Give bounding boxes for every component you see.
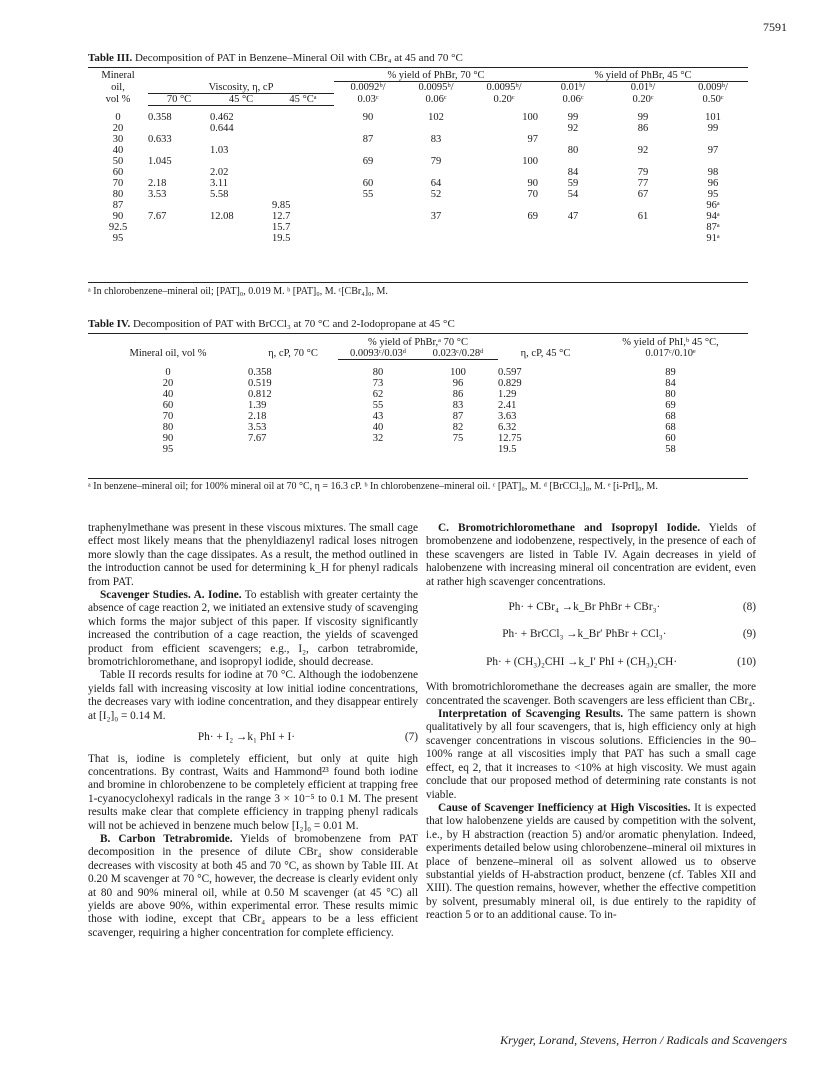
t3-head-c3b: 0.20ᶜ xyxy=(493,93,515,105)
t3-head-c2b: 0.06ᶜ xyxy=(425,93,447,105)
t3-cell xyxy=(678,156,748,167)
t3-cell xyxy=(608,233,678,244)
t4-cell: 40 xyxy=(372,421,384,433)
t4-cell: 6.32 xyxy=(498,421,517,433)
t3-cell xyxy=(210,233,272,244)
t3-cell: 1.03 xyxy=(210,145,229,156)
t3-cell: 2.18 xyxy=(148,178,167,189)
t3-cell: 9.85 xyxy=(272,200,291,211)
right-p1 xyxy=(426,522,756,589)
t4-head-yield45: % yield of PhI,ᵇ 45 °C, xyxy=(622,337,719,348)
t3-cell: 92 xyxy=(567,123,579,134)
t3-cell: 0.462 xyxy=(210,112,234,123)
t4-cell: 83 xyxy=(452,399,464,411)
t3-cell xyxy=(272,123,334,134)
t3-cell xyxy=(608,156,678,167)
t3-cell: 37 xyxy=(430,211,442,222)
table4 xyxy=(88,337,748,455)
left-column xyxy=(88,522,418,940)
t3-cell: 61 xyxy=(637,211,649,222)
left-p3: Table II records results for iodine at 70 °C. Although the iodobenzene yields fall with increasing viscosity at low initial iodine concentrations, the decreases vary with iodine concentration, and they disappear entirely at [I₂]₀ = 0.14 M. xyxy=(88,669,418,722)
table4-label: Table IV. xyxy=(88,318,131,330)
t3-row xyxy=(88,105,748,123)
t4-cell: 0 xyxy=(165,366,171,378)
t3-cell xyxy=(272,156,334,167)
t3-cell: 99 xyxy=(707,123,719,134)
t3-head-oil: oil, xyxy=(111,81,125,93)
t3-cell: 15.7 xyxy=(272,222,291,233)
t4-row xyxy=(88,400,748,411)
equation-8-expr: Ph· + CBr₄ →k_Br PhBr + CBr₃· xyxy=(508,601,661,614)
t4-cell: 0.829 xyxy=(498,377,522,389)
t3-cell: 19.5 xyxy=(272,233,291,244)
t3-cell: 100 xyxy=(522,156,538,167)
t3-head-c6b: 0.50ᶜ xyxy=(702,93,724,105)
t3-cell: 83 xyxy=(430,134,442,145)
equation-7-expr: Ph· + I₂ →k₁ PhI + I· xyxy=(197,731,295,744)
t4-row xyxy=(88,411,748,422)
t3-cell: 92.5 xyxy=(108,222,128,233)
t3-cell xyxy=(402,233,470,244)
t3-cell xyxy=(210,156,272,167)
t3-cell: 79 xyxy=(637,167,649,178)
table4-footnote: ᵃ In benzene–mineral oil; for 100% mineral oil at 70 °C, η = 16.3 cP. ᵇ In chlorobenzene–mineral oil. ᶜ [PAT]₀, M. ᵈ [BrCCl₃]₀, M. ᵉ [i-PrI]₀, M. xyxy=(88,481,658,492)
t4-row xyxy=(88,433,748,444)
t3-cell: 96ᵃ xyxy=(706,200,720,211)
t3-cell: 77 xyxy=(637,178,649,189)
t3-cell: 2.02 xyxy=(210,167,229,178)
left-p2-text: To establish with greater certainty the absence of cage reaction 2, we initiated an extensive study of scavenging which forms the major subject of this paper. If viscosity significantly increased the contribution of a cage reaction, the yields of scavenged product from efficient scavengers; e.g., I₂, carbon tetrabromide, bromotrichloromethane, and isopropyl iodide, should decrease. xyxy=(88,589,418,669)
equation-7 xyxy=(88,731,418,744)
t3-cell: 60 xyxy=(362,178,374,189)
t3-head-c1b: 0.03ᶜ xyxy=(357,93,379,105)
t3-cell: 97 xyxy=(527,134,538,145)
t4-head-c1: 0.0093ᶜ/0.03ᵈ xyxy=(338,348,418,360)
t3-cell xyxy=(334,211,402,222)
t3-cell xyxy=(272,189,334,200)
t3-head-c4a: 0.01ᵇ/ xyxy=(560,82,586,93)
t3-cell xyxy=(402,222,470,233)
t4-cell: 68 xyxy=(665,421,676,433)
equation-10 xyxy=(426,656,756,669)
t3-cell: 84 xyxy=(567,167,579,178)
t3-cell xyxy=(210,134,272,145)
t3-cell xyxy=(470,145,538,156)
t4-cell: 0.812 xyxy=(248,388,272,400)
t3-head-viscosity: Viscosity, η, cP xyxy=(148,82,334,94)
t3-row xyxy=(88,189,748,200)
t3-cell xyxy=(538,156,608,167)
t4-head-yield70: % yield of PhBr,ᵃ 70 °C xyxy=(368,337,468,348)
t3-cell xyxy=(538,200,608,211)
right-p2: With bromotrichloromethane the decreases again are smaller, the more concentrated the scavenger. Both scavengers are less efficient than CBr₄. xyxy=(426,681,756,707)
table3 xyxy=(88,70,748,244)
t4-cell: 55 xyxy=(372,399,384,411)
t4-cell: 75 xyxy=(452,432,464,444)
t3-cell xyxy=(334,123,402,134)
t3-head-c5b: 0.20ᶜ xyxy=(632,93,654,105)
t3-cell xyxy=(148,167,210,178)
equation-10-expr: Ph· + (CH₃)₂CHI →k_I′ PhI + (CH₃)₂CH· xyxy=(486,655,678,668)
t4-head-eta45: η, cP, 45 °C xyxy=(520,348,571,360)
t3-cell xyxy=(334,200,402,211)
t3-cell xyxy=(470,233,538,244)
t3-cell xyxy=(470,167,538,178)
t4-cell: 3.63 xyxy=(498,410,517,422)
t4-head-c3: 0.017ᶜ/0.10ᵉ xyxy=(645,348,696,360)
t4-row xyxy=(88,360,748,378)
t3-cell: 70 xyxy=(527,189,538,200)
equation-7-number: (7) xyxy=(404,731,418,744)
t3-cell xyxy=(538,134,608,145)
t4-cell: 40 xyxy=(162,388,174,400)
heading-interpretation: Interpretation of Scavenging Results. xyxy=(438,708,624,721)
t3-head-mineral: Mineral xyxy=(101,70,135,82)
t3-row xyxy=(88,167,748,178)
heading-cbr4: B. Carbon Tetrabromide. xyxy=(100,832,233,845)
t3-cell: 96 xyxy=(707,178,719,189)
t3-cell: 97 xyxy=(707,145,719,156)
t3-cell xyxy=(678,134,748,145)
equation-9-number: (9) xyxy=(742,628,756,641)
t3-head-c3a: 0.0095ᵇ/ xyxy=(486,82,522,93)
t3-cell: 12.7 xyxy=(272,211,291,222)
page-number: 7591 xyxy=(763,20,787,34)
equation-10-number: (10) xyxy=(737,655,756,668)
t4-cell: 86 xyxy=(452,388,464,400)
t4-head-mineral: Mineral oil, vol % xyxy=(129,348,207,360)
t4-cell: 84 xyxy=(665,377,676,389)
t4-cell: 70 xyxy=(162,410,174,422)
t3-cell: 59 xyxy=(567,178,579,189)
t3-cell: 0.358 xyxy=(148,112,172,123)
t4-cell: 68 xyxy=(665,410,676,422)
t3-cell: 100 xyxy=(522,112,538,123)
t3-cell: 7.67 xyxy=(148,211,167,222)
t3-cell xyxy=(148,200,210,211)
t3-cell: 12.08 xyxy=(210,211,234,222)
t4-cell: 20 xyxy=(162,377,174,389)
t3-cell: 52 xyxy=(430,189,442,200)
t4-cell: 58 xyxy=(665,443,676,455)
t3-cell: 3.53 xyxy=(148,189,167,200)
t3-cell: 90 xyxy=(362,112,374,123)
t3-cell xyxy=(470,123,538,134)
t3-cell: 0.633 xyxy=(148,134,172,145)
left-p2 xyxy=(88,589,418,669)
t3-cell: 87ᵃ xyxy=(706,222,720,233)
t3-cell: 0 xyxy=(115,112,121,123)
t3-cell xyxy=(334,233,402,244)
right-p3 xyxy=(426,708,756,802)
t3-cell xyxy=(210,200,272,211)
t3-cell xyxy=(210,222,272,233)
t3-cell xyxy=(538,222,608,233)
t3-cell: 90 xyxy=(112,211,124,222)
left-p4: That is, iodine is completely efficient, but only at quite high concentrations. By contrast, Waits and Hammond²³ found both iodine and bromine in chlorobenzene to be completely efficient at trapping free 1-cyanocyclohexyl radicals in the range 3 × 10⁻⁵ to 0.1 M. The present results make clear that complete efficiency in trapping phenyl radicals will not be achieved in benzene much below [I₂]₀ = 0.01 M. xyxy=(88,752,418,832)
t3-cell xyxy=(402,167,470,178)
t3-cell xyxy=(470,200,538,211)
t3-head-v70: 70 °C xyxy=(148,93,210,105)
t3-cell: 86 xyxy=(637,123,649,134)
t3-cell: 55 xyxy=(362,189,374,200)
t4-cell: 73 xyxy=(372,377,384,389)
t3-cell xyxy=(148,123,210,134)
t3-row xyxy=(88,123,748,134)
t4-cell: 12.75 xyxy=(498,432,522,444)
t3-cell xyxy=(272,178,334,189)
t3-cell: 5.58 xyxy=(210,189,229,200)
t4-cell xyxy=(338,444,418,455)
left-p1: traphenylmethane was present in these viscous mixtures. The small cage effect most likely means that the phenyldiazenyl radical loses nitrogen more slowly than the cage dissipates. As a result, the method outlined in the introduction cannot be used for determining k_H for phenyl radicals from PAT. xyxy=(88,522,418,588)
t3-cell xyxy=(608,222,678,233)
table3-footnote: ᵃ In chlorobenzene–mineral oil; [PAT]₀, 0.019 M. ᵇ [PAT]₀, M. ᶜ[CBr₄]₀, M. xyxy=(88,286,388,297)
t3-row xyxy=(88,200,748,211)
t3-cell: 47 xyxy=(567,211,579,222)
t3-cell xyxy=(402,200,470,211)
t4-cell: 96 xyxy=(452,377,464,389)
t4-cell: 2.41 xyxy=(498,399,517,411)
t4-cell: 32 xyxy=(372,432,384,444)
t3-cell: 94ᵃ xyxy=(706,211,720,222)
t4-cell: 89 xyxy=(665,366,676,378)
table4-top-rule xyxy=(88,333,748,334)
table3-bottom-rule xyxy=(88,282,748,283)
t4-cell: 100 xyxy=(450,366,466,378)
t4-head-eta70: η, cP, 70 °C xyxy=(268,348,318,360)
t3-cell: 87 xyxy=(362,134,374,145)
t3-row xyxy=(88,145,748,156)
t3-cell xyxy=(402,145,470,156)
t4-row xyxy=(88,444,748,455)
t4-cell: 90 xyxy=(162,432,174,444)
t3-cell: 90 xyxy=(527,178,538,189)
t4-cell: 60 xyxy=(665,432,676,444)
t3-cell xyxy=(608,134,678,145)
t3-head-v45: 45 °C xyxy=(210,93,272,105)
equation-8-number: (8) xyxy=(742,601,756,614)
t3-cell xyxy=(538,233,608,244)
t4-cell: 95 xyxy=(162,443,174,455)
t4-cell: 0.597 xyxy=(498,366,522,378)
table3-caption xyxy=(88,52,463,64)
t3-cell xyxy=(148,233,210,244)
t3-cell: 99 xyxy=(637,112,649,123)
t4-cell: 87 xyxy=(452,410,464,422)
t4-row xyxy=(88,389,748,400)
t3-row xyxy=(88,233,748,244)
t3-row xyxy=(88,211,748,222)
t4-cell: 19.5 xyxy=(498,443,517,455)
t3-head-c4b: 0.06ᶜ xyxy=(562,93,584,105)
t3-row xyxy=(88,178,748,189)
t4-cell: 1.39 xyxy=(248,399,267,411)
t3-cell: 64 xyxy=(430,178,442,189)
t3-cell: 40 xyxy=(112,145,124,156)
t3-cell xyxy=(272,134,334,145)
right-p4-text: It is expected that low halobenzene yields are caused by competition with the solvent, i.e., by H abstraction (reaction 5) and/or aromatic phenylation. Indeed, experiments detailed below using chlorobenzene–mineral oil mixtures in place of benzene–mineral oil as solvent allowed us to observe substantial yields of H-abstraction product, benzene (cf. Tables XII and XIII). The question remains, however, whether the effective competition by solvent, presumably mineral oil, is due entirely to the rapidity of reaction 5 or to an additional cause. To in- xyxy=(426,801,756,922)
equation-9 xyxy=(426,628,756,641)
t3-cell: 0.644 xyxy=(210,123,234,134)
t3-cell: 54 xyxy=(567,189,579,200)
t4-cell xyxy=(248,444,338,455)
t3-cell: 1.045 xyxy=(148,156,172,167)
t4-cell: 0.358 xyxy=(248,366,272,378)
t3-head-c5a: 0.01ᵇ/ xyxy=(630,82,656,93)
table3-top-rule xyxy=(88,67,748,68)
t4-cell: 80 xyxy=(372,366,384,378)
t3-cell: 67 xyxy=(637,189,649,200)
t3-cell xyxy=(272,145,334,156)
t4-cell: 62 xyxy=(372,388,384,400)
table4-caption xyxy=(88,318,455,330)
t3-cell: 69 xyxy=(527,211,538,222)
table4-title: Decomposition of PAT with BrCCl₃ at 70 °C and 2-Iodopropane at 45 °C xyxy=(132,318,455,330)
heading-brccl3: C. Bromotrichloromethane and Isopropyl Iodide. xyxy=(438,522,701,534)
t3-cell xyxy=(272,167,334,178)
t4-cell: 7.67 xyxy=(248,432,267,444)
table4-bottom-rule xyxy=(88,478,748,479)
t3-cell: 101 xyxy=(705,112,721,123)
t3-cell: 3.11 xyxy=(210,178,228,189)
t4-cell xyxy=(418,444,498,455)
right-p1-text: Yields of bromobenzene and iodobenzene, respectively, in the presence of each of these scavengers are listed in Table IV. Again decreases in yield of halobenzene with increasing mineral oil concentration are evident, even at rather high scavenger concentrations. xyxy=(426,522,756,588)
left-p5 xyxy=(88,833,418,940)
t4-cell: 69 xyxy=(665,399,676,411)
t4-row xyxy=(88,422,748,433)
left-p5-text: Yields of bromobenzene from PAT decomposition in the presence of dilute CBr₄ show considerable decreases with viscosity at both 45 and 70 °C, as shown by Table III. At 0.20 M scavenger at 70 °C, however, the decrease is clearly evident only at 80 and 90% mineral oil, while at 0.50 M scavenger (at 45 °C) all yields are above 90%, within experimental error. These results mimic those with iodine, except that CBr₄ appears to be a less efficient scavenger, requiring a higher concentration for complete efficiency. xyxy=(88,832,418,939)
t3-cell: 92 xyxy=(637,145,649,156)
t3-head-yield70: % yield of PhBr, 70 °C xyxy=(334,70,538,82)
t3-cell: 95 xyxy=(707,189,719,200)
t3-row xyxy=(88,156,748,167)
table3-title: Decomposition of PAT in Benzene–Mineral Oil with CBr₄ at 45 and 70 °C xyxy=(134,52,463,64)
heading-cause: Cause of Scavenger Inefficiency at High Viscosities. xyxy=(438,801,691,814)
t3-cell: 70 xyxy=(112,178,124,189)
t3-cell xyxy=(608,200,678,211)
t3-head-c2a: 0.0095ᵇ/ xyxy=(418,82,454,93)
t4-cell: 2.18 xyxy=(248,410,267,422)
running-footer: Kryger, Lorand, Stevens, Herron / Radicals and Scavengers xyxy=(500,1033,787,1047)
t4-cell: 80 xyxy=(162,421,174,433)
t3-cell: 80 xyxy=(567,145,579,156)
t3-cell xyxy=(334,145,402,156)
t3-head-yield45: % yield of PhBr, 45 °C xyxy=(538,70,748,82)
t3-cell: 87 xyxy=(112,200,124,211)
t4-cell: 60 xyxy=(162,399,174,411)
equation-9-expr: Ph· + BrCCl₃ →k_Br′ PhBr + CCl₃· xyxy=(502,628,667,641)
t4-cell: 43 xyxy=(372,410,384,422)
t4-row xyxy=(88,378,748,389)
t3-cell: 50 xyxy=(112,156,124,167)
equation-8 xyxy=(426,601,756,614)
t4-cell: 3.53 xyxy=(248,421,267,433)
t3-cell: 102 xyxy=(428,112,444,123)
t3-cell: 95 xyxy=(112,233,124,244)
right-p4 xyxy=(426,802,756,923)
t4-cell: 1.29 xyxy=(498,388,517,400)
t3-cell: 30 xyxy=(112,134,124,145)
t3-row xyxy=(88,134,748,145)
t3-cell: 60 xyxy=(112,167,124,178)
t3-cell: 80 xyxy=(112,189,124,200)
table3-label: Table III. xyxy=(88,52,133,64)
t3-cell xyxy=(334,167,402,178)
right-p3-text: The same pattern is shown qualitatively by all four scavengers, that is, high efficiency only at high scavenger concentrations in viscous solutions. Efficiencies in the 90–100% range at all viscosities imply that PAT has such a small cage effect, eq 2, that it increases to <10% at high viscosity. We must again conclude that our proposed method of determining rate constants is not viable. xyxy=(426,708,756,801)
t3-cell xyxy=(272,105,334,123)
t3-head-vol: vol % xyxy=(105,93,131,105)
t3-cell xyxy=(470,222,538,233)
t3-cell xyxy=(148,222,210,233)
heading-iodine: Scavenger Studies. A. Iodine. xyxy=(100,589,242,602)
t3-cell: 98 xyxy=(707,167,719,178)
t3-head-c6a: 0.009ᵇ/ xyxy=(698,82,728,93)
right-column xyxy=(426,522,756,923)
t3-cell: 99 xyxy=(567,112,579,123)
t4-cell: 0.519 xyxy=(248,377,272,389)
t3-head-c1a: 0.0092ᵇ/ xyxy=(350,82,386,93)
t3-cell: 91ᵃ xyxy=(706,233,720,244)
t3-cell xyxy=(334,222,402,233)
t3-cell xyxy=(148,145,210,156)
t3-cell: 79 xyxy=(430,156,442,167)
t3-cell: 20 xyxy=(112,123,124,134)
t3-cell: 69 xyxy=(362,156,374,167)
t3-head-v45a: 45 °Cᵃ xyxy=(272,93,334,105)
t3-cell xyxy=(402,123,470,134)
t4-cell: 80 xyxy=(665,388,676,400)
t4-cell: 82 xyxy=(452,421,464,433)
t4-head-c2: 0.023ᶜ/0.28ᵈ xyxy=(418,348,498,360)
t3-row xyxy=(88,222,748,233)
